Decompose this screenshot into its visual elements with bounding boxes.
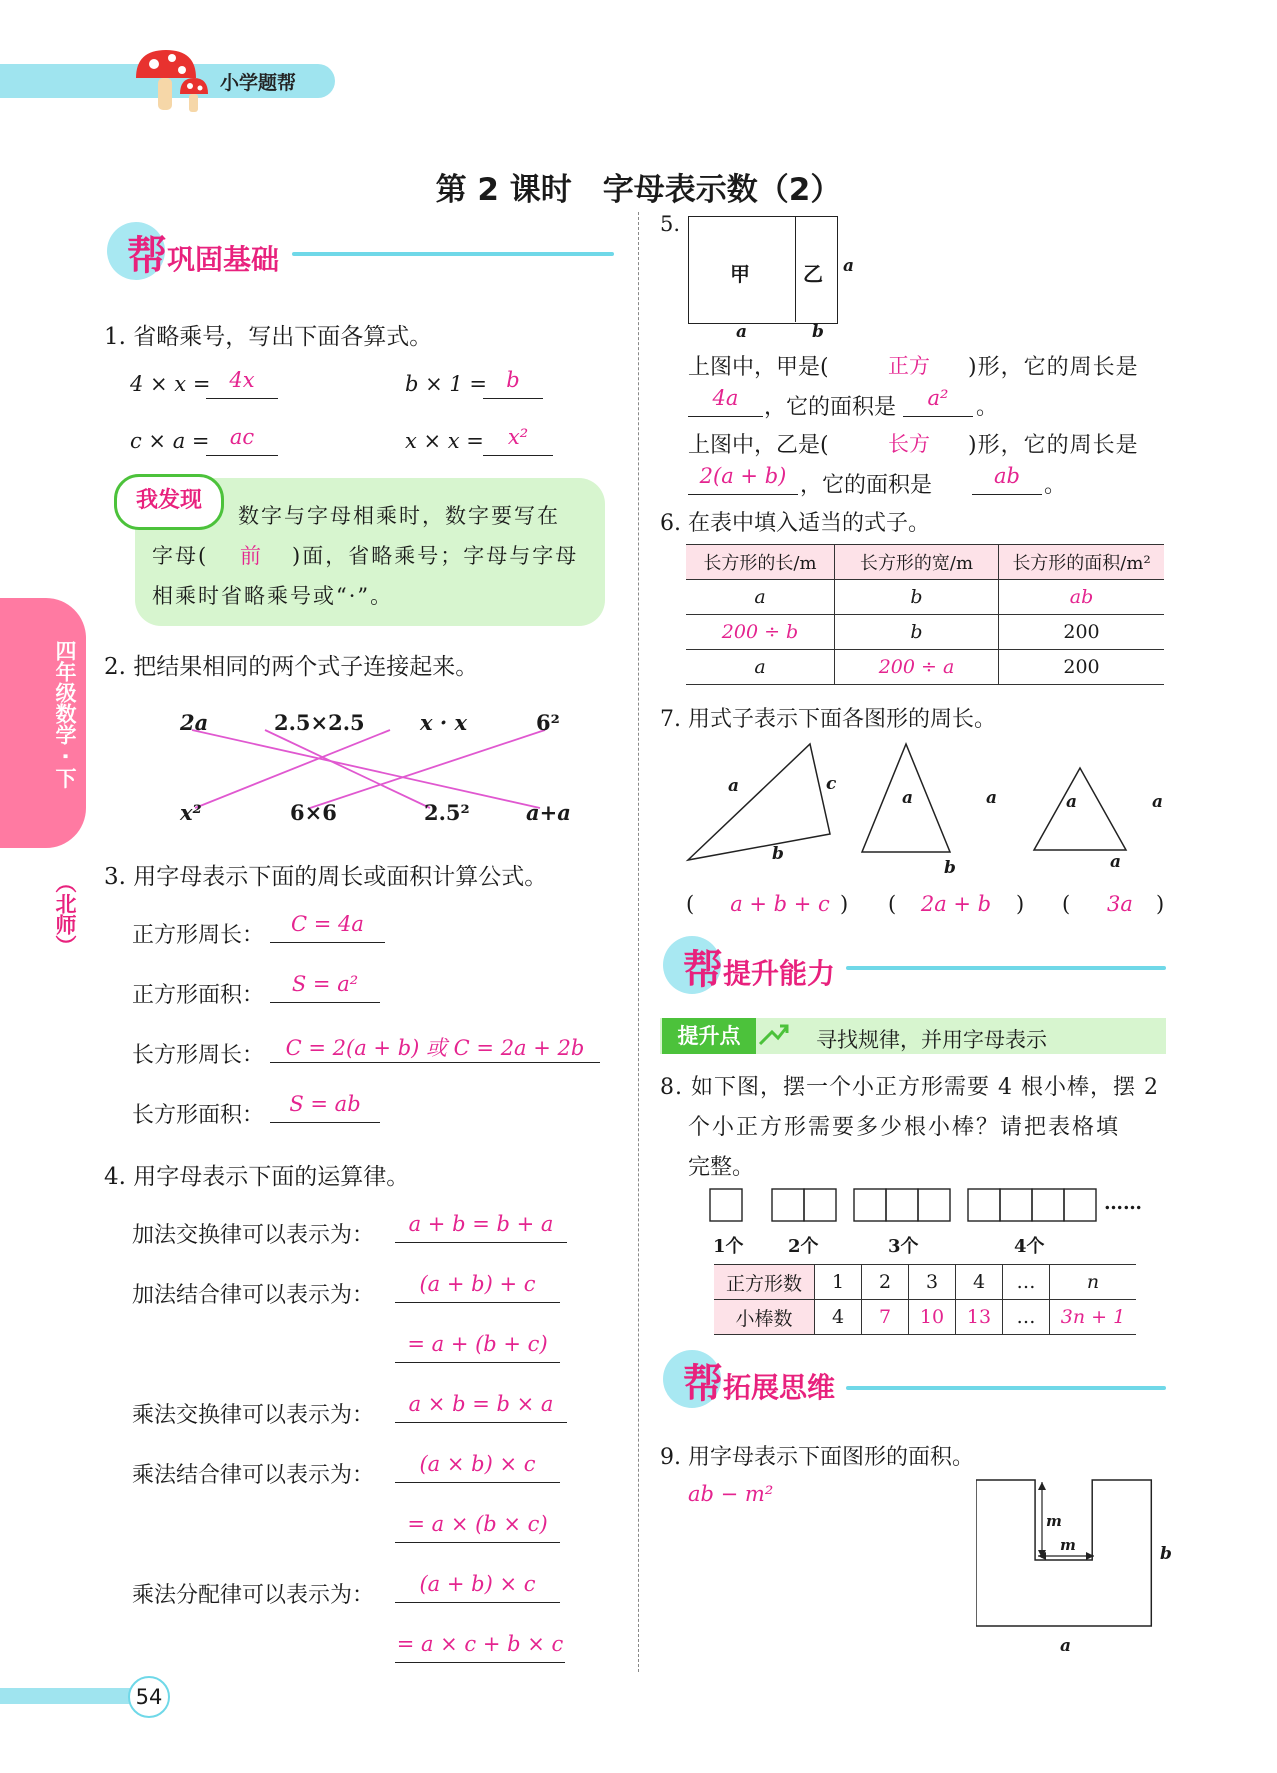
q2-matching-lines (150, 700, 590, 820)
q7-paren-open-2: ( (888, 892, 897, 916)
q3-answer-3: C = 2(a + b) 或 C = 2a + 2b (270, 1032, 600, 1063)
q3-label-1: 正方形周长： (132, 923, 265, 948)
q8-cell: 2 (862, 1265, 909, 1300)
q1-answer-4: x² (483, 425, 553, 456)
q8-cell: n (1050, 1265, 1137, 1300)
q6-cell: a (686, 650, 835, 685)
q2-top-4: 6² (536, 710, 560, 735)
q9-stem: 9. 用字母表示下面图形的面积。 (660, 1445, 974, 1470)
q8-dots: …… (1104, 1192, 1142, 1214)
q3-label-2: 正方形面积： (132, 983, 265, 1008)
point-badge: 提升点 (662, 1018, 756, 1054)
q4-label-3: 乘法交换律可以表示为： (132, 1403, 375, 1428)
q1-stem: 1. 省略乘号，写出下面各算式。 (104, 324, 433, 350)
q7-paren-close-2: ) (1016, 892, 1025, 916)
q7-s1-label-c: c (826, 774, 837, 794)
q2-bottom-4: a+a (526, 800, 571, 825)
section-basic-title: 帮巩固基础 (127, 233, 280, 279)
q6-header-area: 长方形的面积/m² (999, 545, 1165, 580)
q8-row2-label: 小棒数 (714, 1300, 815, 1335)
q5-line1-answer: 正方 (888, 354, 930, 378)
q9-label-m-horizontal: m (1060, 1536, 1076, 1554)
q6-table (686, 544, 1164, 685)
discovery-text-b: 字母( (152, 544, 209, 568)
q8-cell-answer: 7 (862, 1300, 909, 1335)
q5-bottom-b: b (812, 322, 824, 342)
q7-s1-label-a: a (728, 776, 740, 796)
q9-figure (976, 1476, 1156, 1632)
side-tab-edition: （北师） (53, 872, 77, 956)
discovery-badge: 我发现 (114, 474, 224, 530)
discovery-text-d: 相乘时省略乘号或“·”。 (152, 584, 394, 608)
q7-s3-label-a2: a (1152, 792, 1164, 812)
q8-count-2: 2个 (788, 1236, 819, 1257)
q2-bottom-3: 2.5² (424, 800, 470, 825)
q6-stem: 6. 在表中填入适当的式子。 (660, 511, 930, 536)
table-row (686, 650, 1164, 685)
q4-answer-2b: = a + (b + c) (395, 1332, 560, 1363)
q2-bottom-2: 6×6 (290, 800, 337, 825)
q6-cell: 200 (999, 650, 1165, 685)
q6-cell: b (835, 580, 999, 615)
q5-line3-answer: 长方 (888, 432, 930, 456)
q8-cell: 3 (909, 1265, 956, 1300)
q8-cell-answer: 13 (956, 1300, 1003, 1335)
q6-cell: a (686, 580, 835, 615)
q2-bottom-1: x² (180, 800, 202, 825)
q8-table (714, 1264, 1136, 1335)
q4-answer-5b: = a × c + b × c (395, 1632, 565, 1663)
q2-top-1: 2a (180, 710, 209, 735)
q7-paren-close-3: ) (1156, 892, 1165, 916)
q5-label-yi: 乙 (803, 262, 823, 286)
q6-cell-answer: 200 ÷ b (686, 615, 835, 650)
q1-expr-3: c × a = (130, 429, 210, 453)
q4-label-4: 乘法结合律可以表示为： (132, 1463, 375, 1488)
q6-cell-answer: ab (999, 580, 1165, 615)
footer-strip (0, 1688, 145, 1704)
q8-stem-1: 8. 如下图，摆一个小正方形需要 4 根小棒，摆 2 (660, 1075, 1159, 1100)
side-tab-grade: 四年级数学 · 下 (53, 640, 77, 789)
mushroom-logo-icon (128, 44, 218, 116)
q3-answer-2: S = a² (270, 972, 380, 1003)
q6-header-row (686, 545, 1164, 580)
table-row (686, 580, 1164, 615)
q8-stem-3: 完整。 (688, 1155, 755, 1180)
q4-answer-4b: = a × (b × c) (395, 1512, 560, 1543)
q6-header-length: 长方形的长/m (686, 545, 835, 580)
q5-line3-b: )形，它的周长是 (968, 433, 1139, 458)
q8-cell: 1 (815, 1265, 862, 1300)
q5-line4-answer: 2(a + b) (688, 464, 798, 495)
q7-s3-label-a1: a (1066, 792, 1078, 812)
q4-label-2: 加法结合律可以表示为： (132, 1283, 375, 1308)
table-row (714, 1265, 1136, 1300)
q3-label-4: 长方形面积： (132, 1103, 265, 1128)
q5-line2-answer: 4a (688, 386, 763, 417)
q4-label-5: 乘法分配律可以表示为： (132, 1583, 375, 1608)
q5-line2-b: 。 (976, 395, 999, 420)
q1-answer-2: b (483, 368, 543, 399)
q2-top-3: x · x (420, 710, 467, 735)
q7-answer-3: 3a (1107, 892, 1133, 916)
q4-answer-3: a × b = b × a (395, 1392, 567, 1423)
q9-label-a: a (1060, 1636, 1072, 1656)
q7-s2-label-b: b (944, 858, 956, 878)
q3-answer-4: S = ab (270, 1092, 380, 1123)
point-text: 寻找规律，并用字母表示 (816, 1028, 1047, 1052)
q1-expr-2: b × 1 = (405, 372, 488, 396)
q8-stem-2: 个小正方形需要多少根小棒？请把表格填 (688, 1115, 1121, 1140)
discovery-blank: 前 (240, 544, 261, 568)
q7-s2-label-a1: a (902, 788, 914, 808)
q2-top-2: 2.5×2.5 (274, 710, 365, 735)
q7-answer-1: a + b + c (730, 892, 830, 916)
q8-cell: … (1003, 1265, 1050, 1300)
q4-answer-5: (a + b) × c (395, 1572, 560, 1603)
q3-answer-1: C = 4a (270, 912, 385, 943)
q8-cell: … (1003, 1300, 1050, 1335)
q4-label-1: 加法交换律可以表示为： (132, 1223, 375, 1248)
q5-line4-answer2: ab (972, 464, 1042, 495)
q7-s2-label-a2: a (986, 788, 998, 808)
q1-expr-4: x × x = (405, 429, 484, 453)
q2-stem: 2. 把结果相同的两个式子连接起来。 (104, 654, 479, 680)
q5-line4-b: 。 (1044, 473, 1067, 498)
q1-expr-1: 4 × x = (130, 372, 211, 396)
q7-paren-close-1: ) (840, 892, 849, 916)
q8-squares-figure (706, 1186, 1126, 1226)
q8-count-4: 4个 (1014, 1236, 1045, 1257)
q4-answer-2: (a + b) + c (395, 1272, 560, 1303)
q7-stem: 7. 用式子表示下面各图形的周长。 (660, 707, 996, 732)
table-row (686, 615, 1164, 650)
q6-header-width: 长方形的宽/m (835, 545, 999, 580)
q6-cell: 200 (999, 615, 1165, 650)
q4-answer-4: (a × b) × c (395, 1452, 560, 1483)
discovery-text-c: )面，省略乘号；字母与字母 (292, 544, 579, 568)
q8-cell: 4 (956, 1265, 1003, 1300)
q5-line4-a: ，它的面积是 (800, 473, 933, 498)
q5-side-a: a (843, 256, 855, 276)
q8-count-3: 3个 (888, 1236, 919, 1257)
q5-line1-a: 上图中，甲是( (688, 355, 829, 380)
q5-line2-a: ，它的面积是 (764, 395, 897, 420)
q8-cell: 4 (815, 1300, 862, 1335)
q3-label-3: 长方形周长： (132, 1043, 265, 1068)
q9-label-m-vertical: m (1046, 1512, 1062, 1530)
q7-s3-label-a3: a (1110, 852, 1122, 872)
section-extend-title: 帮拓展思维 (683, 1361, 836, 1407)
q7-triangles (682, 738, 1172, 868)
brand-name: 小学题帮 (220, 72, 297, 94)
q1-answer-3: ac (206, 425, 278, 456)
q6-cell: b (835, 615, 999, 650)
q5-label-jia: 甲 (730, 262, 750, 286)
q7-paren-open-3: ( (1062, 892, 1071, 916)
section-ability-title: 帮提升能力 (683, 947, 836, 993)
q7-paren-open-1: ( (686, 892, 695, 916)
q3-stem: 3. 用字母表示下面的周长或面积计算公式。 (104, 864, 548, 890)
section-basic-bar (292, 252, 614, 256)
q8-row1-label: 正方形数 (714, 1265, 815, 1300)
q5-line2-answer2: a² (903, 386, 973, 417)
q8-cell-answer: 10 (909, 1300, 956, 1335)
section-ability-bar (846, 966, 1166, 970)
q7-s1-label-b: b (772, 844, 784, 864)
discovery-text-a: 数字与字母相乘时，数字要写在 (238, 504, 560, 528)
q5-bottom-a: a (736, 322, 748, 342)
q4-answer-1: a + b = b + a (395, 1212, 567, 1243)
q5-number: 5. (660, 212, 681, 236)
q5-line3-a: 上图中，乙是( (688, 433, 829, 458)
page-number: 54 (128, 1676, 170, 1718)
table-row (714, 1300, 1136, 1335)
q5-divider (795, 216, 796, 322)
q7-answer-2: 2a + b (920, 892, 992, 916)
column-divider (638, 212, 639, 1672)
q8-cell-answer: 3n + 1 (1050, 1300, 1137, 1335)
section-extend-bar (846, 1386, 1166, 1390)
page-title: 第 2 课时 字母表示数（2） (435, 172, 842, 208)
q9-answer: ab − m² (688, 1482, 774, 1506)
q4-stem: 4. 用字母表示下面的运算律。 (104, 1164, 410, 1190)
q6-cell-answer: 200 ÷ a (835, 650, 999, 685)
q1-answer-1: 4x (206, 368, 278, 399)
q5-line1-b: )形，它的周长是 (968, 355, 1139, 380)
q8-count-1: 1个 (713, 1236, 744, 1257)
arrow-icon (756, 1020, 790, 1052)
q9-label-b: b (1160, 1544, 1172, 1564)
